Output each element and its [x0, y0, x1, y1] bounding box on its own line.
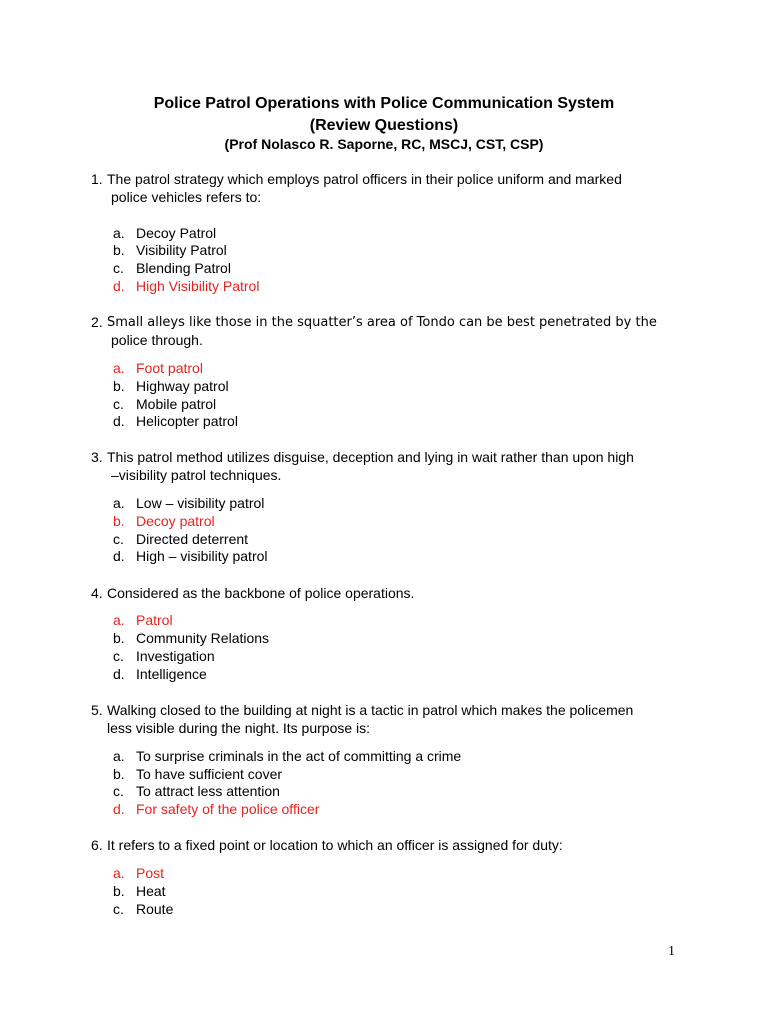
option-letter: d.	[113, 801, 125, 817]
option-text: Foot patrol	[136, 360, 203, 376]
option-text: High – visibility patrol	[136, 548, 268, 564]
question-text: –visibility patrol techniques.	[111, 467, 282, 483]
option-text: To surprise criminals in the act of committing a crime	[136, 748, 462, 764]
option-text: Investigation	[136, 648, 215, 664]
option-text: To have sufficient cover	[136, 766, 283, 782]
option-text: Low – visibility patrol	[136, 495, 265, 511]
document-title: Police Patrol Operations with Police Communication System	[153, 95, 615, 112]
question-text: The patrol strategy which employs patrol officers in their police uniform and marked	[107, 171, 622, 187]
option-letter: b.	[113, 242, 125, 258]
option-letter: a.	[113, 495, 125, 511]
question-number: 1.	[91, 171, 103, 187]
option-letter: d.	[113, 278, 125, 294]
option-text: Decoy patrol	[136, 513, 215, 529]
page-number: 1	[668, 944, 675, 959]
option-letter: a.	[113, 225, 125, 241]
question-text: police vehicles refers to:	[111, 189, 262, 205]
option-letter: b.	[113, 883, 125, 899]
option-text: Intelligence	[136, 666, 207, 682]
option-letter: c.	[113, 531, 124, 547]
option-text: Route	[136, 901, 174, 917]
option-letter: a.	[113, 612, 125, 628]
question-number: 4.	[91, 585, 103, 601]
option-letter: b.	[113, 513, 125, 529]
option-letter: c.	[113, 901, 124, 917]
question-text: Considered as the backbone of police operations.	[107, 585, 415, 601]
option-text: High Visibility Patrol	[136, 278, 260, 294]
option-letter: c.	[113, 648, 124, 664]
option-letter: d.	[113, 413, 125, 429]
option-text: Post	[136, 865, 165, 881]
document-subtitle: (Review Questions)	[309, 117, 459, 134]
option-text: Mobile patrol	[136, 396, 217, 412]
option-letter: d.	[113, 666, 125, 682]
option-text: Decoy Patrol	[136, 225, 217, 241]
question-number: 6.	[91, 837, 103, 853]
question-text: Small alleys like those in the squatter’s area of Tondo can be best penetrated by the	[107, 315, 657, 330]
option-letter: c.	[113, 260, 124, 276]
question-number: 2.	[91, 314, 103, 330]
author-line: (Prof Nolasco R. Saporne, RC, MSCJ, CST, CSP)	[224, 136, 544, 152]
option-letter: c.	[113, 783, 124, 799]
question-text: This patrol method utilizes disguise, deception and lying in wait rather than upon high	[107, 449, 634, 465]
option-letter: a.	[113, 865, 125, 881]
question-text: less visible during the night. Its purpose is:	[107, 720, 371, 736]
option-letter: c.	[113, 396, 124, 412]
option-letter: b.	[113, 766, 125, 782]
option-letter: b.	[113, 378, 125, 394]
option-text: Helicopter patrol	[136, 413, 238, 429]
option-text: To attract less attention	[136, 783, 280, 799]
option-text: Community Relations	[136, 630, 270, 646]
option-letter: a.	[113, 748, 125, 764]
option-letter: d.	[113, 548, 125, 564]
question-text: It refers to a fixed point or location to which an officer is assigned for duty:	[107, 837, 563, 853]
question-number: 3.	[91, 449, 103, 465]
option-text: Visibility Patrol	[136, 242, 227, 258]
question-text: police through.	[111, 332, 203, 348]
question-text: Walking closed to the building at night is a tactic in patrol which makes the policemen	[107, 702, 634, 718]
option-text: Heat	[136, 883, 166, 899]
option-text: Patrol	[136, 612, 173, 628]
option-letter: a.	[113, 360, 125, 376]
option-text: Highway patrol	[136, 378, 229, 394]
option-text: For safety of the police officer	[136, 801, 320, 817]
option-letter: b.	[113, 630, 125, 646]
option-text: Directed deterrent	[136, 531, 249, 547]
question-number: 5.	[91, 702, 103, 718]
option-text: Blending Patrol	[136, 260, 231, 276]
